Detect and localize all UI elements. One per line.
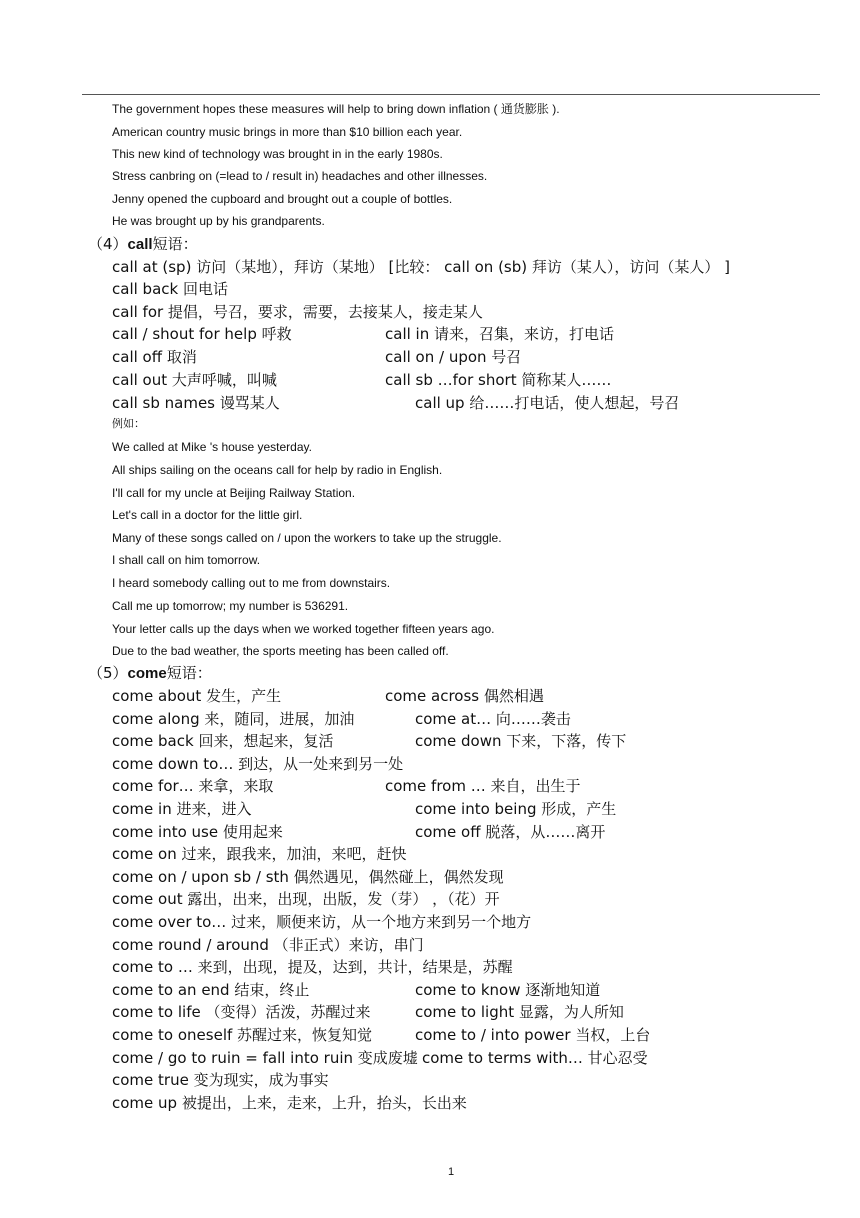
come-phrase-9-left: come on / upon sb / sth 偶然遇见，偶然碰上，偶然发现 [112, 867, 504, 886]
come-phrase-2-right: come at… 向……袭击 [415, 709, 571, 728]
call-phrase-7-left: call sb names 谩骂某人 [112, 394, 280, 412]
come-phrase-5-right: come from … 来自，出生于 [385, 777, 581, 796]
call-example-5: Many of these songs called on / upon the workers to take up the struggle. [112, 531, 502, 545]
come-phrase-18-left: come true 变为现实，成为事实 [112, 1071, 329, 1090]
call-example-6: I shall call on him tomorrow. [112, 553, 261, 567]
call-phrase-5-right: call on / upon 号召 [385, 348, 522, 366]
call-phrase-4-left: call / shout for help 呼救 [112, 325, 292, 343]
call-heading-num: （4） [88, 235, 128, 253]
bring-example-2: American country music brings in more than $10 billion each year. [112, 125, 463, 139]
call-heading [88, 235, 198, 254]
call-example-4: Let's call in a doctor for the little girl. [112, 508, 303, 522]
come-phrase-8-left: come on 过来，跟我来，加油，来吧，赶快 [112, 845, 407, 864]
come-phrase-7-left: come into use 使用起来 [112, 822, 283, 841]
bring-example-5: Jenny opened the cupboard and brought out a couple of bottles. [112, 192, 453, 206]
call-phrase-6-left: call out 大声呼喊，叫喊 [112, 371, 277, 389]
call-example-9: Your letter calls up the days when we worked together fifteen years ago. [112, 622, 495, 636]
come-heading [88, 664, 212, 683]
call-phrase-5-left: call off 取消 [112, 348, 197, 366]
come-phrase-13-left: come to … 来到，出现，提及，达到，共计，结果是，苏醒 [112, 958, 513, 977]
call-example-1: We called at Mike 's house yesterday. [112, 440, 312, 454]
bring-example-6: He was brought up by his grandparents. [112, 214, 325, 228]
come-phrase-6-right: come into being 形成，产生 [415, 800, 617, 818]
come-phrase-7-right: come off 脱落，从……离开 [415, 822, 606, 841]
call-heading-suffix: 短语： [152, 235, 198, 253]
come-phrase-17-right: come to terms with… 甘心忍受 [422, 1048, 648, 1067]
come-phrase-15-right: come to light 显露，为人所知 [415, 1003, 624, 1022]
call-example-3: I'll call for my uncle at Beijing Railway Station. [112, 486, 356, 500]
come-phrase-12-left: come round / around （非正式）来访，串门 [112, 935, 424, 954]
page-number: 1 [448, 1166, 455, 1178]
come-heading-keyword: come [127, 665, 167, 682]
come-phrase-2-left: come along 来，随同，进展，加油 [112, 709, 355, 728]
bring-example-4: Stress canbring on (=lead to / result in) headaches and other illnesses. [112, 169, 488, 183]
come-phrase-17-left: come / go to ruin = fall into ruin 变成废墟 [112, 1048, 418, 1067]
call-example-7: I heard somebody calling out to me from downstairs. [112, 576, 391, 590]
come-phrase-11-left: come over to… 过来，顺便来访，从一个地方来到另一个地方 [112, 913, 532, 931]
come-heading-suffix: 短语： [166, 664, 212, 682]
bring-example-1: The government hopes these measures will help to bring down inflation ( 通货膨胀 ). [112, 102, 560, 116]
header-rule [82, 94, 820, 95]
come-phrase-16-right: come to / into power 当权，上台 [415, 1026, 651, 1044]
come-phrase-4-left: come down to… 到达，从一处来到另一处 [112, 754, 404, 773]
example-label: 例如： [112, 417, 145, 430]
call-phrase-1: call at (sp) 访问（某地），拜访（某地） [比较： call on (sb) 拜访（某人），访问（某人） ] [112, 258, 731, 276]
call-heading-keyword: call [127, 236, 153, 253]
call-phrase-4-right: call in 请来，召集，来访，打电话 [385, 325, 614, 343]
come-phrase-19-left: come up 被提出，上来，走来，上升，抬头，长出来 [112, 1093, 467, 1112]
come-phrase-5-left: come for… 来拿，来取 [112, 777, 274, 796]
call-example-10: Due to the bad weather, the sports meeting has been called off. [112, 644, 449, 658]
call-phrase-6-right: call sb …for short 简称某人…… [385, 371, 612, 389]
call-example-2: All ships sailing on the oceans call for help by radio in English. [112, 463, 443, 477]
come-phrase-1-right: come across 偶然相遇 [385, 687, 544, 705]
call-phrase-7-right: call up 给……打电话，使人想起，号召 [415, 394, 680, 412]
come-phrase-16-left: come to oneself 苏醒过来，恢复知觉 [112, 1026, 373, 1044]
come-phrase-6-left: come in 进来，进入 [112, 800, 252, 818]
come-phrase-15-left: come to life （变得）活泼，苏醒过来 [112, 1003, 371, 1022]
call-phrase-2: call back 回电话 [112, 280, 228, 298]
come-phrase-10-left: come out 露出，出来，出现，出版，发（芽） ，（花）开 [112, 890, 500, 909]
call-phrase-3: call for 提倡，号召，要求，需要，去接某人，接走某人 [112, 303, 483, 321]
call-example-8: Call me up tomorrow; my number is 536291. [112, 599, 349, 613]
come-phrase-14-left: come to an end 结束，终止 [112, 980, 310, 999]
come-heading-num: （5） [88, 664, 128, 682]
come-phrase-3-left: come back 回来，想起来，复活 [112, 732, 334, 751]
come-phrase-1-left: come about 发生，产生 [112, 687, 282, 705]
come-phrase-14-right: come to know 逐渐地知道 [415, 980, 601, 999]
bring-example-3: This new kind of technology was brought in in the early 1980s. [112, 147, 443, 161]
come-phrase-3-right: come down 下来，下落，传下 [415, 732, 627, 751]
